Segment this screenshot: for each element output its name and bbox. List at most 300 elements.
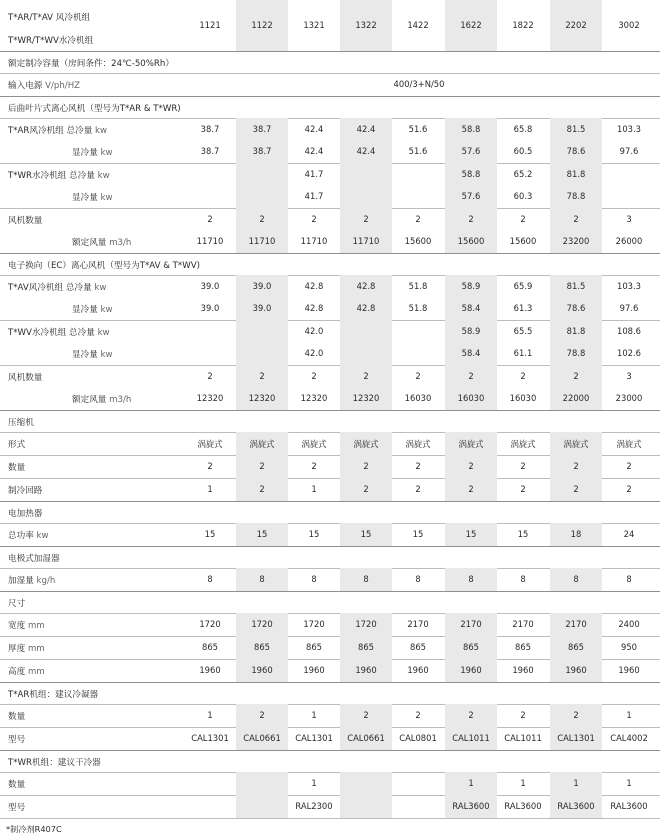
value-cell: 涡旋式 <box>301 438 327 449</box>
unit-text: m3/h <box>109 395 132 405</box>
value-cell: 57.6 <box>461 191 481 201</box>
value-cell: 1 <box>573 777 579 788</box>
value-cell: 2 <box>363 370 369 381</box>
value-cell: 42.4 <box>304 123 324 134</box>
value-cell: 11710 <box>196 236 224 246</box>
value-cell: 42.0 <box>304 348 324 358</box>
value-cell: 2 <box>520 460 526 471</box>
value-cell: 1 <box>207 709 213 720</box>
label-text: 输入电源 <box>8 81 43 91</box>
unit-text: kw <box>100 350 113 360</box>
value-cell: 8 <box>311 573 317 584</box>
value-cell: 涡旋式 <box>197 438 223 449</box>
value-cell: 1960 <box>407 664 429 675</box>
label-text: 总冷量 <box>69 327 95 338</box>
header-title-line2: T*WR/T*WV水冷机组 <box>8 36 94 46</box>
group-label: T*AV风冷机组 <box>8 282 64 293</box>
value-cell: 23200 <box>562 236 590 246</box>
value-cell: 1960 <box>618 664 640 675</box>
value-cell: 12320 <box>352 393 380 403</box>
label-text: 显冷量 <box>72 305 98 315</box>
value-cell: RAL3600 <box>557 800 595 811</box>
value-cell: 1720 <box>355 618 377 629</box>
value-cell: 8 <box>626 573 632 584</box>
value-cell: 2 <box>259 460 265 471</box>
value-cell: 2 <box>311 213 317 224</box>
value-cell: 102.6 <box>617 348 641 358</box>
row-label <box>8 281 106 293</box>
value-cell: 1960 <box>199 664 221 675</box>
value-cell: 1960 <box>460 664 482 675</box>
model-number: 2202 <box>565 20 587 30</box>
value-cell: 81.5 <box>566 280 586 291</box>
section-heading: 后曲叶片式离心风机（型号为T*AR & T*WR) <box>8 104 181 114</box>
value-cell: 39.0 <box>252 303 272 313</box>
value-cell: 39.0 <box>200 280 220 291</box>
value-cell: 2 <box>468 709 474 720</box>
row-label <box>8 461 25 473</box>
value-cell: 12320 <box>300 393 328 403</box>
value-cell: 78.6 <box>566 303 586 313</box>
value-cell: 2170 <box>407 618 429 629</box>
row-divider <box>0 73 660 74</box>
value-cell: 39.0 <box>252 280 272 291</box>
value-cell: 42.8 <box>304 280 324 291</box>
value-cell: 2170 <box>565 618 587 629</box>
value-cell: RAL3600 <box>452 800 490 811</box>
row-label <box>72 191 113 203</box>
value-cell: 15600 <box>404 236 432 246</box>
value-cell: 950 <box>621 641 637 652</box>
value-cell: 2 <box>207 460 213 471</box>
row-label <box>8 710 25 722</box>
value-cell: 2 <box>363 483 369 494</box>
value-cell: 1 <box>207 483 213 494</box>
value-cell: 15 <box>412 528 424 539</box>
value-cell: 41.7 <box>304 191 324 201</box>
value-cell: 15 <box>308 528 320 539</box>
row-divider <box>0 546 660 547</box>
label-text: 加湿量 <box>8 575 34 586</box>
value-cell: 8 <box>415 573 421 584</box>
section-heading: 电极式加湿器 <box>8 554 60 564</box>
value-cell: 2 <box>468 213 474 224</box>
unit-text: kw <box>97 327 110 338</box>
label-text: 额定风量 <box>72 238 107 248</box>
label-text: 显冷量 <box>72 148 98 158</box>
model-number: 1321 <box>303 20 325 30</box>
value-cell: RAL3600 <box>610 800 648 811</box>
column-shade <box>340 320 392 343</box>
value-cell: 涡旋式 <box>616 438 642 449</box>
label-text: 制冷回路 <box>8 485 43 496</box>
label-text: 宽度 <box>8 620 26 631</box>
unit-text: kw <box>36 530 49 541</box>
value-cell: 65.9 <box>513 280 533 291</box>
section-heading: T*AR机组：建议冷凝器 <box>8 690 99 700</box>
unit-text: kw <box>100 193 113 203</box>
value-cell: 103.3 <box>617 280 641 291</box>
label-text: 高度 <box>8 666 26 677</box>
value-cell: 2 <box>573 483 579 494</box>
value-cell: 61.1 <box>513 348 533 358</box>
value-cell: 65.5 <box>513 325 533 336</box>
row-label <box>8 169 110 181</box>
value-cell: 58.8 <box>461 123 481 134</box>
unit-text: kw <box>94 282 107 293</box>
value-cell: 2 <box>207 213 213 224</box>
value-cell: 58.8 <box>461 168 481 179</box>
unit-text: kw <box>100 305 113 315</box>
value-cell: 42.8 <box>356 280 376 291</box>
footnote: *制冷剂R407C <box>6 824 62 834</box>
value-cell: 2 <box>415 213 421 224</box>
value-cell: 865 <box>568 641 584 652</box>
section-heading: 电子换向（EC）离心风机（型号为T*AV & T*WV) <box>8 261 200 271</box>
value-cell: 26000 <box>615 236 643 246</box>
value-cell: 2 <box>573 370 579 381</box>
value-cell: 2 <box>415 460 421 471</box>
value-cell: 1 <box>311 777 317 788</box>
model-number: 1622 <box>460 20 482 30</box>
value-cell: 58.9 <box>461 280 481 291</box>
value-cell: 2 <box>363 213 369 224</box>
label-text: 形式 <box>8 439 26 450</box>
label-text: 风机数量 <box>8 372 43 383</box>
value-cell: 2400 <box>618 618 640 629</box>
value-cell: 865 <box>358 641 374 652</box>
value-cell: 2 <box>259 213 265 224</box>
unit-text: mm <box>27 643 45 654</box>
value-cell: 65.2 <box>513 168 533 179</box>
value-cell: 41.7 <box>304 168 324 179</box>
row-divider <box>0 501 660 502</box>
value-cell: CAL1301 <box>557 732 595 743</box>
row-label <box>8 484 42 496</box>
model-number: 1322 <box>355 20 377 30</box>
row-label <box>8 801 25 813</box>
value-cell: 涡旋式 <box>353 438 379 449</box>
value-cell: CAL1011 <box>452 732 490 743</box>
model-number: 3002 <box>618 20 640 30</box>
value-cell: CAL1011 <box>504 732 542 743</box>
value-cell: 15 <box>465 528 477 539</box>
value-cell: 51.8 <box>408 303 428 313</box>
value-cell: CAL0661 <box>243 732 281 743</box>
value-cell: 15 <box>360 528 372 539</box>
value-cell: 16030 <box>509 393 537 403</box>
value-cell: 1960 <box>565 664 587 675</box>
row-divider <box>0 682 660 683</box>
value-cell: 8 <box>520 573 526 584</box>
value-cell: 61.3 <box>513 303 533 313</box>
value-cell: 12320 <box>196 393 224 403</box>
value-cell: 865 <box>306 641 322 652</box>
value-cell: CAL4002 <box>610 732 648 743</box>
header-title-line1: T*AR/T*AV 风冷机组 <box>8 13 91 23</box>
value-cell: 23000 <box>615 393 643 403</box>
value-cell: 81.8 <box>566 168 586 179</box>
row-label <box>8 733 25 745</box>
row-divider <box>0 591 660 592</box>
model-number: 1422 <box>407 20 429 30</box>
value-cell: 11710 <box>300 236 328 246</box>
value-cell: CAL0661 <box>347 732 385 743</box>
label-text: 数量 <box>8 711 26 722</box>
row-label <box>8 778 25 790</box>
value-cell: 11710 <box>352 236 380 246</box>
value-cell: 3 <box>626 370 632 381</box>
value-cell: 2 <box>520 213 526 224</box>
value-cell: 1 <box>626 777 632 788</box>
model-number: 1122 <box>251 20 273 30</box>
value-cell: 12320 <box>248 393 276 403</box>
row-label <box>72 348 113 360</box>
value-cell: 81.5 <box>566 123 586 134</box>
value-cell: 2 <box>573 213 579 224</box>
value-cell: 1960 <box>251 664 273 675</box>
label-text: 总冷量 <box>66 125 93 136</box>
unit-text: kw <box>97 170 110 181</box>
value-cell: 60.3 <box>513 191 533 201</box>
value-cell: 11710 <box>248 236 276 246</box>
value-cell: 78.6 <box>566 146 586 156</box>
value-cell: 58.9 <box>461 325 481 336</box>
value-cell: 2 <box>311 370 317 381</box>
value-cell: 2 <box>468 483 474 494</box>
value-cell: 8 <box>573 573 579 584</box>
value-cell: 58.4 <box>461 348 481 358</box>
value-cell: 51.8 <box>408 280 428 291</box>
row-label <box>72 236 131 248</box>
value-cell: 15 <box>204 528 216 539</box>
row-label <box>8 665 45 677</box>
row-divider <box>0 51 660 52</box>
row-label <box>72 303 113 315</box>
column-shade <box>236 320 288 343</box>
value-cell: 涡旋式 <box>405 438 431 449</box>
value-cell: 2 <box>520 370 526 381</box>
value-cell: 1 <box>626 709 632 720</box>
value-cell: 1720 <box>251 618 273 629</box>
section-heading: T*WR机组：建议干冷器 <box>8 758 101 768</box>
value-cell: 2 <box>468 460 474 471</box>
unit-text: kw <box>95 125 108 136</box>
value-cell: 97.6 <box>619 303 639 313</box>
value-cell: 15600 <box>457 236 485 246</box>
section-heading: 尺寸 <box>8 599 26 609</box>
value-cell: 39.0 <box>200 303 220 313</box>
value-cell: 2 <box>468 370 474 381</box>
unit-text: mm <box>27 620 45 631</box>
value-cell: 51.6 <box>408 146 428 156</box>
row-divider <box>0 253 660 254</box>
column-shade <box>340 163 392 186</box>
row-label <box>8 124 107 136</box>
value-cell: RAL2300 <box>295 800 333 811</box>
value-cell: 涡旋式 <box>563 438 589 449</box>
unit-text: kw <box>100 148 113 158</box>
column-shade <box>236 343 288 365</box>
row-label <box>8 214 42 226</box>
label-text: 总功率 <box>8 530 34 541</box>
label-text: 型号 <box>8 802 26 813</box>
value-cell: RAL3600 <box>504 800 542 811</box>
value-cell: CAL0801 <box>399 732 437 743</box>
label-text: 厚度 <box>8 643 26 654</box>
value-cell: 涡旋式 <box>510 438 536 449</box>
value-cell: 38.7 <box>252 146 272 156</box>
value-cell: 2 <box>573 709 579 720</box>
value-cell: 2 <box>259 370 265 381</box>
value-cell: 865 <box>463 641 479 652</box>
row-label <box>8 619 45 631</box>
value-cell: 8 <box>468 573 474 584</box>
value-cell: 1 <box>520 777 526 788</box>
label-text: 额定风量 <box>72 395 107 405</box>
value-cell: 38.7 <box>200 146 220 156</box>
unit-text: kg/h <box>36 575 56 586</box>
group-label: T*WV水冷机组 <box>8 327 67 338</box>
value-cell: 2 <box>259 709 265 720</box>
value-cell: 81.8 <box>566 325 586 336</box>
row-label <box>8 529 49 541</box>
model-number: 1822 <box>512 20 534 30</box>
value-cell: 42.4 <box>304 146 324 156</box>
section-heading: 电加热器 <box>8 509 43 519</box>
value-cell: CAL1301 <box>295 732 333 743</box>
value-cell: 2 <box>520 709 526 720</box>
value-cell: 108.6 <box>617 325 641 336</box>
row-label <box>72 393 131 405</box>
span-value: 400/3+N/50 <box>393 79 445 89</box>
column-shade <box>340 795 392 818</box>
value-cell: 1720 <box>199 618 221 629</box>
value-cell: 2 <box>520 483 526 494</box>
value-cell: 865 <box>410 641 426 652</box>
value-cell: 58.4 <box>461 303 481 313</box>
label-text: 风机数量 <box>8 215 43 226</box>
value-cell: 42.4 <box>356 146 376 156</box>
value-cell: 15 <box>256 528 268 539</box>
value-cell: 8 <box>363 573 369 584</box>
column-shade <box>236 186 288 208</box>
value-cell: 97.6 <box>619 146 639 156</box>
value-cell: 2 <box>363 709 369 720</box>
unit-text: V/ph/HZ <box>45 81 81 91</box>
value-cell: 2 <box>415 483 421 494</box>
value-cell: 1960 <box>512 664 534 675</box>
label-text: 型号 <box>8 734 26 745</box>
value-cell: 2170 <box>512 618 534 629</box>
label-text: 总冷量 <box>69 170 95 181</box>
value-cell: 78.8 <box>566 191 586 201</box>
row-label <box>8 326 110 338</box>
row-label <box>8 79 80 91</box>
value-cell: 2 <box>311 460 317 471</box>
section-heading: 压缩机 <box>8 418 34 428</box>
row-divider <box>0 410 660 411</box>
value-cell: 1 <box>311 709 317 720</box>
value-cell: 42.0 <box>304 325 324 336</box>
value-cell: 1960 <box>355 664 377 675</box>
row-label <box>8 438 25 450</box>
label-text: 总冷量 <box>65 282 92 293</box>
row-divider <box>0 750 660 751</box>
row-divider <box>0 96 660 97</box>
row-label <box>72 146 113 158</box>
value-cell: 865 <box>515 641 531 652</box>
value-cell: 2 <box>626 460 632 471</box>
value-cell: 8 <box>207 573 213 584</box>
column-shade <box>236 795 288 818</box>
value-cell: 78.8 <box>566 348 586 358</box>
row-label <box>8 371 42 383</box>
value-cell: 8 <box>259 573 265 584</box>
model-number: 1121 <box>199 20 221 30</box>
column-shade <box>340 186 392 208</box>
value-cell: 42.8 <box>356 303 376 313</box>
row-label <box>8 642 45 654</box>
section-heading: 额定制冷容量（房间条件：24℃-50%Rh） <box>8 59 174 69</box>
value-cell: 16030 <box>404 393 432 403</box>
label-text: 显冷量 <box>72 350 98 360</box>
value-cell: 1720 <box>303 618 325 629</box>
value-cell: 2 <box>415 370 421 381</box>
value-cell: 60.5 <box>513 146 533 156</box>
value-cell: 15600 <box>509 236 537 246</box>
value-cell: 2170 <box>460 618 482 629</box>
value-cell: 2 <box>626 483 632 494</box>
value-cell: 42.4 <box>356 123 376 134</box>
value-cell: 865 <box>202 641 218 652</box>
value-cell: 865 <box>254 641 270 652</box>
value-cell: 51.6 <box>408 123 428 134</box>
value-cell: 2 <box>573 460 579 471</box>
value-cell: CAL1301 <box>191 732 229 743</box>
value-cell: 38.7 <box>252 123 272 134</box>
value-cell: 24 <box>623 528 635 539</box>
value-cell: 57.6 <box>461 146 481 156</box>
value-cell: 1960 <box>303 664 325 675</box>
value-cell: 103.3 <box>617 123 641 134</box>
value-cell: 2 <box>207 370 213 381</box>
column-shade <box>236 163 288 186</box>
label-text: 数量 <box>8 462 26 473</box>
row-label <box>8 574 55 586</box>
value-cell: 2 <box>363 460 369 471</box>
row-divider <box>0 818 660 819</box>
group-label: T*AR风冷机组 <box>8 125 64 136</box>
column-shade <box>340 343 392 365</box>
unit-text: m3/h <box>109 238 132 248</box>
value-cell: 2 <box>259 483 265 494</box>
value-cell: 38.7 <box>200 123 220 134</box>
group-label: T*WR水冷机组 <box>8 170 67 181</box>
label-text: 数量 <box>8 779 26 790</box>
unit-text: mm <box>27 666 45 677</box>
value-cell: 1 <box>468 777 474 788</box>
value-cell: 65.8 <box>513 123 533 134</box>
label-text: 显冷量 <box>72 193 98 203</box>
value-cell: 18 <box>570 528 582 539</box>
column-shade <box>340 772 392 795</box>
value-cell: 16030 <box>457 393 485 403</box>
value-cell: 42.8 <box>304 303 324 313</box>
value-cell: 22000 <box>562 393 590 403</box>
value-cell: 涡旋式 <box>458 438 484 449</box>
value-cell: 1 <box>311 483 317 494</box>
